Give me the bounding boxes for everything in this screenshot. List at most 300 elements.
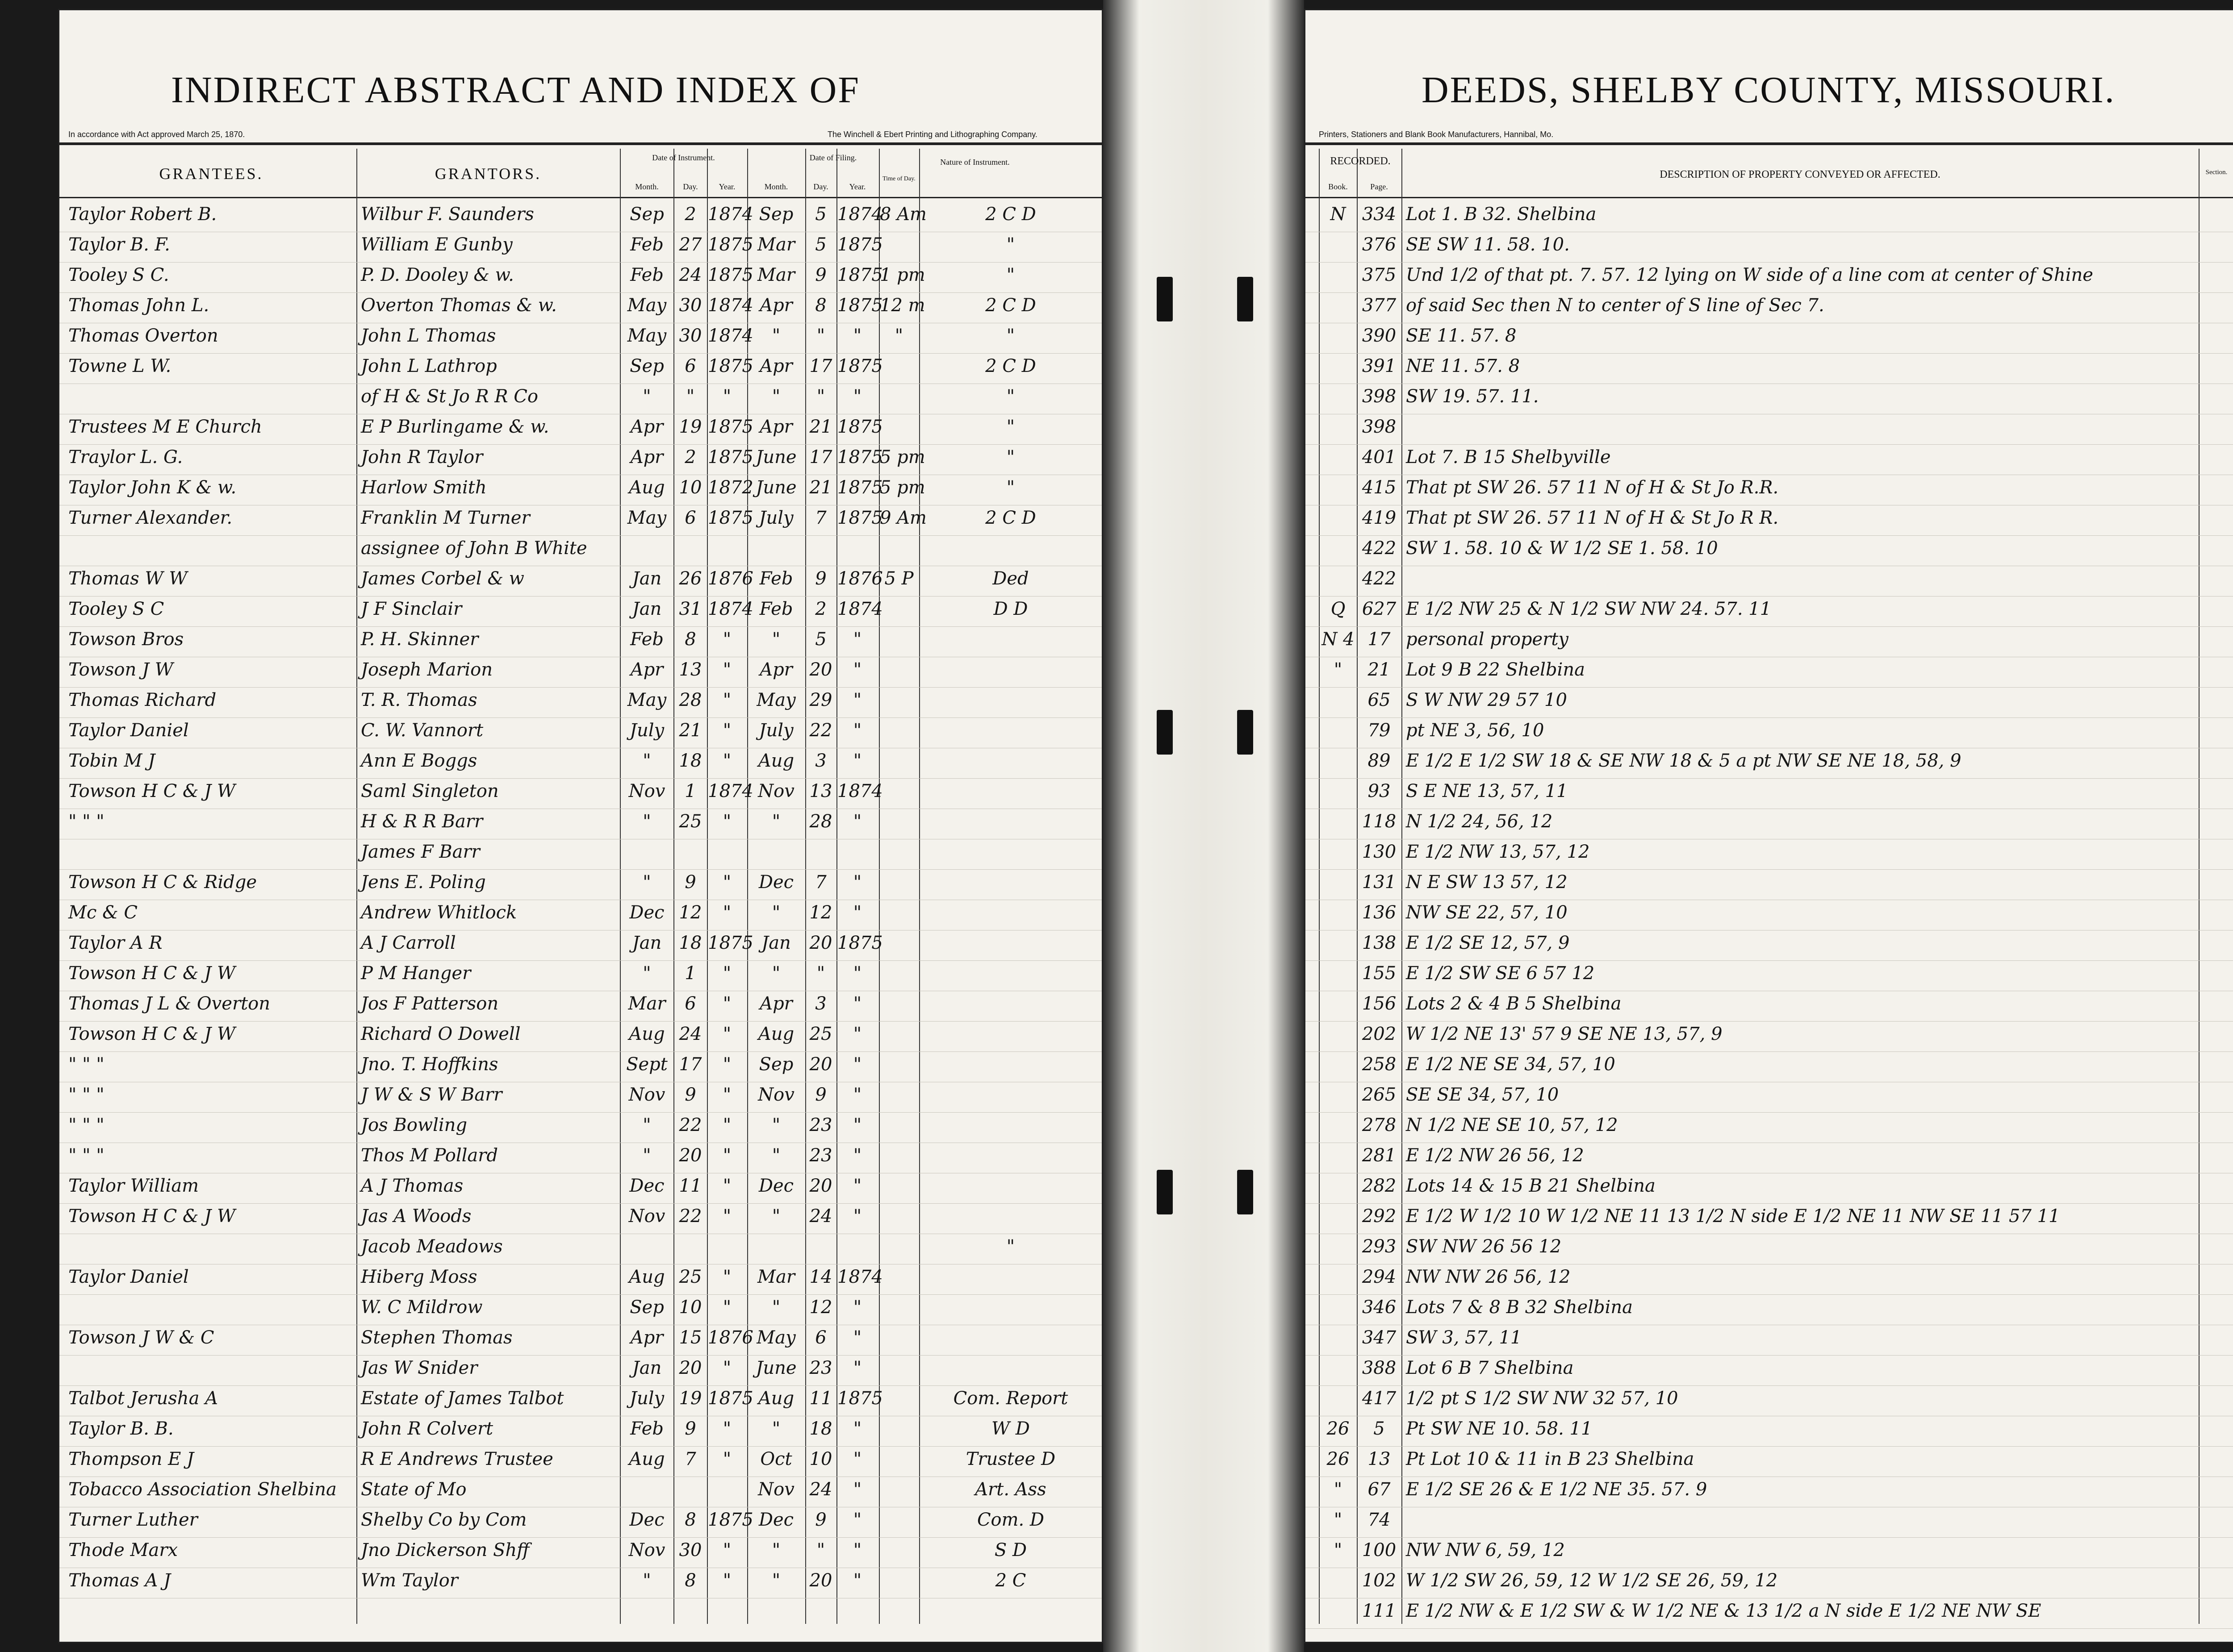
- filing-year-cell: ": [853, 1206, 862, 1226]
- grantor-cell: J W & S W Barr: [361, 1085, 502, 1105]
- grantor-cell: John R Taylor: [361, 447, 483, 467]
- instrument-year-cell: 1874: [708, 781, 753, 801]
- filing-year-cell: 1875: [837, 265, 883, 285]
- page-cell: 136: [1362, 902, 1397, 923]
- grantor-cell: John R Colvert: [361, 1418, 493, 1439]
- filing-year-cell: 1875: [837, 295, 883, 316]
- filing-year-cell: 1875: [837, 417, 883, 437]
- left-ledger-page: [58, 9, 1103, 1643]
- grantor-cell: Ann E Boggs: [361, 751, 477, 771]
- filing-month-cell: ": [772, 1570, 781, 1591]
- ledger-row: [1305, 445, 2233, 476]
- grantee-cell: Mc & C: [68, 902, 138, 923]
- filing-month-cell: ": [772, 629, 781, 650]
- page-cell: 118: [1362, 811, 1397, 832]
- instrument-month-cell: Feb: [630, 629, 664, 650]
- ledger-row: [59, 901, 1102, 931]
- ruled-line: [59, 535, 1102, 536]
- grantor-cell: C. W. Vannort: [361, 720, 484, 741]
- grantor-cell: J F Sinclair: [361, 599, 462, 619]
- instrument-year-cell: 1875: [708, 933, 753, 953]
- grantee-cell: Tooley S C: [68, 599, 164, 619]
- ledger-row: [1305, 1386, 2233, 1417]
- description-cell: NW NW 26 56, 12: [1406, 1267, 1571, 1287]
- ledger-row: [59, 1477, 1102, 1508]
- instrument-year-cell: 1874: [708, 599, 753, 619]
- grantee-cell: Thomas Richard: [68, 690, 217, 710]
- ruled-line: [1305, 1203, 2233, 1204]
- ruled-line: [1305, 1385, 2233, 1386]
- ledger-row: [59, 1143, 1102, 1174]
- instrument-month-cell: Sep: [630, 204, 664, 225]
- instrument-month-cell: Dec: [629, 1510, 665, 1530]
- description-cell: E 1/2 NW 13, 57, 12: [1406, 842, 1590, 862]
- nature-cell: ": [1006, 265, 1015, 285]
- grantor-cell: John L Thomas: [361, 325, 496, 346]
- filing-year-cell: ": [853, 1510, 862, 1530]
- ledger-row: [1305, 1083, 2233, 1113]
- nature-cell: 2 C: [995, 1570, 1026, 1591]
- ruled-line: [1305, 444, 2233, 445]
- printer-note: The Winchell & Ebert Printing and Lithographing Company.: [828, 130, 1037, 139]
- nature-cell: 2 C D: [985, 356, 1036, 376]
- filing-month-cell: ": [772, 1540, 781, 1560]
- ruled-line: [59, 1537, 1102, 1538]
- grantee-cell: Towson H C & Ridge: [68, 872, 257, 893]
- ledger-row: [59, 658, 1102, 688]
- ledger-row: [1305, 1477, 2233, 1508]
- instrument-day-cell: 6: [685, 993, 696, 1014]
- ledger-row: [59, 233, 1102, 263]
- filing-day-cell: 9: [815, 1510, 827, 1530]
- filing-year-header: Year.: [849, 182, 866, 191]
- filing-year-cell: ": [853, 1479, 862, 1500]
- instrument-day-cell: 26: [679, 568, 702, 589]
- ledger-row: [1305, 1052, 2233, 1083]
- time-of-day-header: Time of Day.: [882, 175, 916, 182]
- ruled-line: [1305, 1537, 2233, 1538]
- instrument-month-cell: Nov: [628, 1206, 665, 1226]
- ledger-row: [1305, 1569, 2233, 1599]
- header-bottom-rule: [1305, 197, 2233, 198]
- filing-year-cell: ": [853, 1327, 862, 1348]
- time-of-day-cell: ": [895, 325, 903, 346]
- filing-month-cell: Jan: [761, 933, 791, 953]
- page-cell: 17: [1367, 629, 1391, 650]
- grantor-cell: Joseph Marion: [361, 659, 493, 680]
- description-cell: SE SE 34, 57, 10: [1406, 1085, 1559, 1105]
- description-cell: Lots 14 & 15 B 21 Shelbina: [1406, 1176, 1656, 1196]
- filing-year-cell: 1876: [837, 568, 883, 589]
- nature-cell: 2 C D: [985, 508, 1036, 528]
- ruled-line: [59, 960, 1102, 961]
- grantee-cell: Taylor B. B.: [68, 1418, 174, 1439]
- page-cell: 93: [1367, 781, 1391, 801]
- filing-day-cell: 25: [809, 1024, 832, 1044]
- page-cell: 138: [1362, 933, 1397, 953]
- description-cell: Lot 9 B 22 Shelbina: [1406, 659, 1585, 680]
- ledger-row: [59, 1326, 1102, 1356]
- grantee-cell: Thomas John L.: [68, 295, 209, 316]
- right-page-title: DEEDS, SHELBY COUNTY, MISSOURI.: [1422, 69, 2116, 111]
- description-cell: Lots 7 & 8 B 32 Shelbina: [1406, 1297, 1633, 1318]
- ledger-row: [59, 324, 1102, 354]
- ledger-row: [59, 779, 1102, 809]
- page-cell: 292: [1362, 1206, 1397, 1226]
- instrument-month-cell: ": [643, 1145, 651, 1166]
- filing-day-cell: 17: [809, 356, 832, 376]
- filing-day-cell: 5: [815, 629, 827, 650]
- page-cell: 111: [1362, 1601, 1397, 1621]
- book-header: Book.: [1328, 182, 1348, 191]
- filing-year-cell: ": [853, 1145, 862, 1166]
- ruled-line: [59, 262, 1102, 263]
- description-cell: E 1/2 SE 26 & E 1/2 NE 35. 57. 9: [1406, 1479, 1707, 1500]
- filing-day-cell: 29: [809, 690, 832, 710]
- ruled-line: [59, 1112, 1102, 1113]
- description-cell: E 1/2 SE 12, 57, 9: [1406, 933, 1570, 953]
- grantor-cell: Overton Thomas & w.: [361, 295, 557, 316]
- ledger-row: [59, 1356, 1102, 1386]
- ledger-row: [59, 1235, 1102, 1265]
- instrument-day-cell: 15: [679, 1327, 702, 1348]
- ruled-line: [1305, 778, 2233, 779]
- filing-month-cell: Nov: [758, 1479, 795, 1500]
- instrument-month-cell: ": [643, 963, 651, 984]
- instrument-year-cell: 1875: [708, 1510, 753, 1530]
- filing-year-cell: 1875: [837, 933, 883, 953]
- instrument-month-cell: Dec: [629, 902, 665, 923]
- filing-year-cell: 1875: [837, 477, 883, 498]
- ruled-line: [59, 1446, 1102, 1447]
- stationer-note: Printers, Stationers and Blank Book Manufacturers, Hannibal, Mo.: [1319, 130, 1554, 139]
- grantee-cell: Taylor B. F.: [68, 234, 170, 255]
- grantee-cell: " " ": [68, 1054, 105, 1075]
- page-cell: 131: [1362, 872, 1397, 893]
- instrument-year-cell: ": [723, 690, 732, 710]
- instrument-month-cell: ": [643, 1115, 651, 1135]
- grantee-cell: Traylor L. G.: [68, 447, 183, 467]
- description-cell: SE 11. 57. 8: [1406, 325, 1517, 346]
- ledger-row: [59, 1022, 1102, 1052]
- ledger-row: [59, 840, 1102, 870]
- filing-month-cell: ": [772, 902, 781, 923]
- binding-hole: [1157, 277, 1173, 321]
- book-cell: N: [1330, 204, 1346, 225]
- page-cell: 13: [1367, 1449, 1391, 1469]
- filing-day-cell: 10: [809, 1449, 832, 1469]
- instrument-day-cell: 24: [679, 1024, 702, 1044]
- ledger-row: [59, 688, 1102, 718]
- grantor-cell: of H & St Jo R R Co: [361, 386, 538, 407]
- filing-day-cell: 20: [809, 1054, 832, 1075]
- filing-year-cell: ": [853, 811, 862, 832]
- ledger-row: [59, 202, 1102, 233]
- grantor-cell: Estate of James Talbot: [361, 1388, 564, 1409]
- instrument-day-cell: 13: [679, 659, 702, 680]
- page-cell: 294: [1362, 1267, 1397, 1287]
- book-cell: ": [1334, 1540, 1342, 1560]
- filing-month-cell: Nov: [758, 1085, 795, 1105]
- page-cell: 422: [1362, 538, 1397, 559]
- filing-year-cell: ": [853, 1418, 862, 1439]
- grantor-cell: Jas W Snider: [361, 1358, 478, 1378]
- ledger-row: [1305, 476, 2233, 506]
- nature-cell: Com. Report: [953, 1388, 1068, 1409]
- filing-month-cell: June: [756, 1358, 797, 1378]
- grantor-cell: Franklin M Turner: [361, 508, 530, 528]
- grantee-cell: Taylor A R: [68, 933, 163, 953]
- page-cell: 390: [1362, 325, 1397, 346]
- ledger-row: [59, 445, 1102, 476]
- filing-year-cell: 1875: [837, 447, 883, 467]
- ruled-line: [1305, 353, 2233, 354]
- grantee-cell: Taylor Robert B.: [68, 204, 217, 225]
- ledger-row: [59, 1508, 1102, 1538]
- book-cell: N 4: [1321, 629, 1355, 650]
- grantor-cell: Stephen Thomas: [361, 1327, 513, 1348]
- grantee-cell: " " ": [68, 1145, 105, 1166]
- filing-month-cell: Apr: [760, 295, 793, 316]
- filing-year-cell: ": [853, 751, 862, 771]
- filing-day-cell: 14: [809, 1267, 832, 1287]
- grantor-cell: assignee of John B White: [361, 538, 587, 559]
- page-cell: 130: [1362, 842, 1397, 862]
- instrument-year-cell: 1874: [708, 295, 753, 316]
- filing-month-cell: Oct: [760, 1449, 792, 1469]
- filing-day-cell: 2: [815, 599, 827, 619]
- instrument-day-cell: 12: [679, 902, 702, 923]
- filing-month-cell: Nov: [758, 781, 795, 801]
- instrument-year-cell: ": [723, 1540, 732, 1560]
- instrument-year-cell: ": [723, 720, 732, 741]
- instrument-year-cell: ": [723, 993, 732, 1014]
- description-cell: 1/2 pt S 1/2 SW NW 32 57, 10: [1406, 1388, 1678, 1409]
- filing-day-cell: 20: [809, 933, 832, 953]
- instrument-year-cell: 1875: [708, 356, 753, 376]
- instrument-year-cell: ": [723, 1145, 732, 1166]
- ledger-row: [1305, 1022, 2233, 1052]
- filing-day-cell: 3: [815, 751, 827, 771]
- page-cell: 415: [1362, 477, 1397, 498]
- ledger-row: [59, 506, 1102, 536]
- filing-month-cell: ": [772, 325, 781, 346]
- filing-year-cell: 1875: [837, 234, 883, 255]
- page-cell: 391: [1362, 356, 1397, 376]
- instrument-day-cell: 9: [685, 1085, 696, 1105]
- page-col-header: Page.: [1370, 182, 1388, 191]
- recorded-header: RECORDED.: [1330, 155, 1391, 167]
- ledger-row: [1305, 627, 2233, 658]
- instrument-month-cell: ": [643, 1570, 651, 1591]
- ruled-line: [59, 353, 1102, 354]
- description-cell: Lot 6 B 7 Shelbina: [1406, 1358, 1574, 1378]
- grantor-cell: Jas A Woods: [361, 1206, 472, 1226]
- instrument-year-cell: ": [723, 872, 732, 893]
- filing-day-cell: 13: [809, 781, 832, 801]
- description-cell: E 1/2 NW 25 & N 1/2 SW NW 24. 57. 11: [1406, 599, 1772, 619]
- instrument-year-cell: ": [723, 386, 732, 407]
- page-cell: 100: [1362, 1540, 1397, 1560]
- ledger-row: [59, 627, 1102, 658]
- grantor-cell: Wm Taylor: [361, 1570, 458, 1591]
- page-cell: 334: [1362, 204, 1397, 225]
- instrument-month-cell: Feb: [630, 1418, 664, 1439]
- instrument-year-cell: 1875: [708, 447, 753, 467]
- instrument-day-cell: 18: [679, 751, 702, 771]
- ruled-line: [1305, 292, 2233, 293]
- instrument-day-cell: 20: [679, 1358, 702, 1378]
- instrument-day-cell: 7: [685, 1449, 696, 1469]
- description-cell: E 1/2 NE SE 34, 57, 10: [1406, 1054, 1615, 1075]
- nature-cell: ": [1006, 1236, 1015, 1257]
- nature-cell: 2 C D: [985, 295, 1036, 316]
- instrument-year-cell: 1875: [708, 417, 753, 437]
- filing-day-cell: 7: [815, 872, 827, 893]
- page-cell: 65: [1367, 690, 1391, 710]
- grantee-cell: Thomas W W: [68, 568, 188, 589]
- filing-day-cell: 24: [809, 1479, 832, 1500]
- filing-month-cell: Sep: [759, 1054, 794, 1075]
- description-cell: W 1/2 SW 26, 59, 12 W 1/2 SE 26, 59, 12: [1406, 1570, 1778, 1591]
- filing-day-cell: 5: [815, 234, 827, 255]
- grantee-cell: Thomas A J: [68, 1570, 171, 1591]
- instrument-year-cell: ": [723, 1085, 732, 1105]
- grantor-cell: Jno Dickerson Shff: [361, 1540, 530, 1560]
- instrument-day-cell: 8: [685, 1510, 696, 1530]
- ledger-row: [1305, 901, 2233, 931]
- filing-month-cell: Dec: [758, 1510, 794, 1530]
- description-cell: That pt SW 26. 57 11 N of H & St Jo R R.: [1406, 508, 1779, 528]
- filing-day-cell: 9: [815, 568, 827, 589]
- description-cell: E 1/2 SW SE 6 57 12: [1406, 963, 1595, 984]
- instrument-month-cell: Nov: [628, 781, 665, 801]
- page-cell: 398: [1362, 386, 1397, 407]
- nature-cell: Art. Ass: [975, 1479, 1046, 1500]
- instrument-month-cell: Jan: [632, 933, 662, 953]
- description-cell: personal property: [1406, 629, 1569, 650]
- ledger-row: [59, 931, 1102, 961]
- filing-month-cell: ": [772, 386, 781, 407]
- ledger-row: [1305, 1235, 2233, 1265]
- grantee-cell: Towson Bros: [68, 629, 184, 650]
- right-ledger-page: [1304, 9, 2233, 1643]
- filing-year-cell: ": [853, 1024, 862, 1044]
- filing-day-cell: 12: [809, 902, 832, 923]
- grantor-cell: Wilbur F. Saunders: [361, 204, 534, 225]
- page-cell: 79: [1367, 720, 1391, 741]
- time-of-day-cell: 8 Am: [880, 204, 927, 225]
- filing-day-cell: 3: [815, 993, 827, 1014]
- filing-year-cell: ": [853, 1085, 862, 1105]
- page-cell: 293: [1362, 1236, 1397, 1257]
- grantee-cell: Thompson E J: [68, 1449, 194, 1469]
- ledger-row: [1305, 1356, 2233, 1386]
- filing-day-cell: 8: [815, 295, 827, 316]
- filing-month-cell: Apr: [760, 993, 793, 1014]
- filing-month-cell: Aug: [758, 1024, 795, 1044]
- grantor-cell: Jno. T. Hoffkins: [361, 1054, 498, 1075]
- grantee-cell: Turner Alexander.: [68, 508, 233, 528]
- description-cell: SW NW 26 56 12: [1406, 1236, 1562, 1257]
- description-cell: NE 11. 57. 8: [1406, 356, 1520, 376]
- filing-day-cell: ": [816, 1540, 825, 1560]
- filing-day-cell: 20: [809, 1176, 832, 1196]
- instrument-month-cell: July: [629, 1388, 665, 1409]
- page-cell: 67: [1367, 1479, 1391, 1500]
- instrument-month-cell: ": [643, 751, 651, 771]
- ruled-line: [1305, 960, 2233, 961]
- filing-month-header: Month.: [764, 182, 788, 191]
- month-header: Month.: [635, 182, 659, 191]
- description-cell: S W NW 29 57 10: [1406, 690, 1567, 710]
- time-of-day-cell: 5 pm: [880, 447, 925, 467]
- description-cell: N 1/2 24, 56, 12: [1406, 811, 1553, 832]
- binding-hole: [1157, 1170, 1173, 1214]
- instrument-day-cell: 25: [679, 811, 702, 832]
- filing-year-cell: 1875: [837, 1388, 883, 1409]
- filing-day-cell: 21: [809, 477, 832, 498]
- ruled-line: [1305, 1446, 2233, 1447]
- nature-cell: ": [1006, 386, 1015, 407]
- instrument-year-cell: 1874: [708, 204, 753, 225]
- instrument-day-cell: 28: [679, 690, 702, 710]
- description-cell: Lot 1. B 32. Shelbina: [1406, 204, 1597, 225]
- filing-year-cell: ": [853, 1540, 862, 1560]
- ledger-row: [1305, 324, 2233, 354]
- instrument-year-cell: ": [723, 751, 732, 771]
- page-cell: 282: [1362, 1176, 1397, 1196]
- instrument-year-cell: ": [723, 1358, 732, 1378]
- instrument-year-cell: ": [723, 1449, 732, 1469]
- grantee-cell: Tooley S C.: [68, 265, 169, 285]
- description-cell: pt NE 3, 56, 10: [1406, 720, 1544, 741]
- ledger-row: [1305, 870, 2233, 901]
- ledger-row: [1305, 658, 2233, 688]
- description-cell: Lot 7. B 15 Shelbyville: [1406, 447, 1611, 467]
- header-bottom-rule: [59, 197, 1102, 198]
- instrument-day-cell: 8: [685, 629, 696, 650]
- description-header: DESCRIPTION OF PROPERTY CONVEYED OR AFFECTED.: [1660, 169, 1940, 180]
- description-cell: E 1/2 NW 26 56, 12: [1406, 1145, 1584, 1166]
- page-cell: 74: [1367, 1510, 1391, 1530]
- ruled-line: [1305, 1051, 2233, 1052]
- filing-month-cell: Dec: [758, 872, 794, 893]
- instrument-year-cell: ": [723, 1570, 732, 1591]
- filing-month-cell: July: [759, 720, 794, 741]
- ruled-line: [59, 444, 1102, 445]
- filing-day-cell: 20: [809, 659, 832, 680]
- section-header: Section.: [2205, 169, 2228, 176]
- ledger-row: [1305, 506, 2233, 536]
- ledger-row: [1305, 354, 2233, 384]
- filing-day-cell: 6: [815, 1327, 827, 1348]
- instrument-month-cell: May: [627, 508, 667, 528]
- grantee-cell: " " ": [68, 811, 105, 832]
- description-cell: E 1/2 W 1/2 10 W 1/2 NE 11 13 1/2 N side E 1/2 NE 11 NW SE 11 57 11: [1406, 1206, 2060, 1226]
- ledger-row: [59, 567, 1102, 597]
- description-cell: E 1/2 E 1/2 SW 18 & SE NW 18 & 5 a pt NW SE NE 18, 58, 9: [1406, 751, 1961, 771]
- ledger-row: [59, 384, 1102, 415]
- ledger-row: [59, 293, 1102, 324]
- ledger-row: [1305, 809, 2233, 840]
- filing-month-cell: June: [756, 477, 797, 498]
- book-cell: Q: [1330, 599, 1346, 619]
- nature-cell: ": [1006, 417, 1015, 437]
- filing-month-cell: Aug: [758, 1388, 795, 1409]
- instrument-day-cell: 27: [679, 234, 702, 255]
- filing-month-cell: Aug: [758, 751, 795, 771]
